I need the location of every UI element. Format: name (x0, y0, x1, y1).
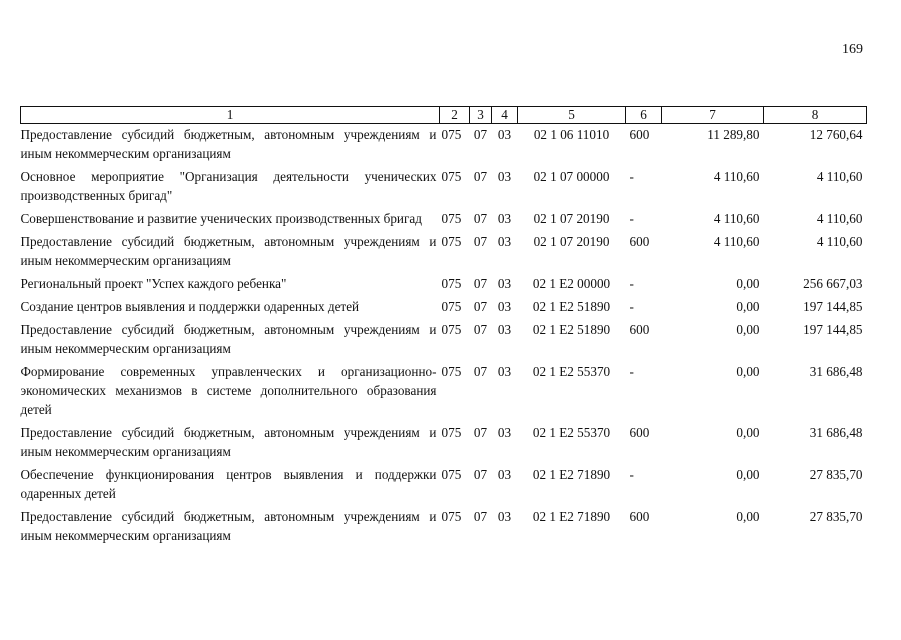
row-name: Предоставление субсидий бюджетным, автономным учреждениям и иным некоммерческим организациям (20, 322, 437, 356)
cell-target-article-code: 02 1 E2 55370 (532, 364, 611, 379)
column-header: 2 (440, 107, 470, 124)
cell-target-article-code: 02 1 E2 00000 (532, 276, 611, 291)
cell-section-code: 07 (473, 467, 488, 482)
column-header: 3 (470, 107, 492, 124)
table-row (21, 273, 867, 296)
cell-expense-type-code: - (629, 299, 634, 314)
cell-target-article-code: 02 1 07 20190 (533, 234, 610, 249)
row-name: Региональный проект "Успех каждого ребенка" (20, 276, 287, 291)
cell-subsection-code: 03 (497, 211, 512, 226)
cell-expense-type-code: - (629, 211, 634, 226)
cell-target-article-code: 02 1 E2 71890 (532, 509, 611, 524)
table-row (21, 319, 867, 361)
row-name: Обеспечение функционирования центров выявления и поддержки одаренных детей (20, 467, 437, 501)
cell-amount-col7: 0,00 (736, 364, 760, 379)
budget-table (20, 106, 867, 548)
cell-section-code: 07 (473, 299, 488, 314)
cell-expense-type-code: - (629, 364, 634, 379)
row-name: Совершенствование и развитие ученических производственных бригад (20, 211, 422, 226)
cell-amount-col7: 0,00 (736, 322, 760, 337)
cell-subsection-code: 03 (497, 234, 512, 249)
cell-amount-col8: 4 110,60 (816, 211, 863, 226)
cell-amount-col8: 12 760,64 (809, 127, 863, 142)
row-name: Предоставление субсидий бюджетным, автономным учреждениям и иным некоммерческим организациям (20, 425, 437, 459)
cell-section-code: 07 (473, 509, 488, 524)
cell-expense-type-code: - (629, 169, 634, 184)
table-row (21, 422, 867, 464)
cell-target-article-code: 02 1 E2 71890 (532, 467, 611, 482)
cell-grbs-code: 075 (441, 322, 462, 337)
cell-subsection-code: 03 (497, 364, 512, 379)
row-name: Предоставление субсидий бюджетным, автономным учреждениям и иным некоммерческим организациям (20, 127, 437, 161)
cell-target-article-code: 02 1 07 00000 (533, 169, 610, 184)
cell-grbs-code: 075 (441, 169, 462, 184)
cell-amount-col7: 4 110,60 (713, 211, 760, 226)
header-row (21, 107, 867, 124)
cell-expense-type-code: 600 (629, 509, 650, 524)
table-row (21, 296, 867, 319)
cell-amount-col8: 4 110,60 (816, 169, 863, 184)
cell-grbs-code: 075 (441, 234, 462, 249)
cell-subsection-code: 03 (497, 467, 512, 482)
table-row (21, 124, 867, 167)
cell-expense-type-code: 600 (629, 322, 650, 337)
cell-section-code: 07 (473, 234, 488, 249)
cell-amount-col8: 197 144,85 (803, 299, 863, 314)
cell-subsection-code: 03 (497, 169, 512, 184)
cell-amount-col7: 0,00 (736, 299, 760, 314)
cell-subsection-code: 03 (497, 299, 512, 314)
cell-expense-type-code: 600 (629, 127, 650, 142)
cell-section-code: 07 (473, 425, 488, 440)
cell-section-code: 07 (473, 276, 488, 291)
cell-grbs-code: 075 (441, 299, 462, 314)
row-name: Основное мероприятие "Организация деятельности ученических производственных бригад" (20, 169, 437, 203)
table-row (21, 166, 867, 208)
cell-section-code: 07 (473, 169, 488, 184)
cell-grbs-code: 075 (441, 127, 462, 142)
column-header: 1 (21, 107, 440, 124)
cell-grbs-code: 075 (441, 467, 462, 482)
cell-grbs-code: 075 (441, 509, 462, 524)
cell-amount-col7: 11 289,80 (707, 127, 760, 142)
table-row (21, 464, 867, 506)
cell-expense-type-code: - (629, 276, 634, 291)
column-header: 4 (492, 107, 518, 124)
cell-grbs-code: 075 (441, 276, 462, 291)
cell-amount-col8: 27 835,70 (809, 467, 863, 482)
column-header: 7 (662, 107, 764, 124)
cell-amount-col8: 256 667,03 (803, 276, 863, 291)
cell-expense-type-code: 600 (629, 425, 650, 440)
cell-amount-col8: 27 835,70 (809, 509, 863, 524)
cell-target-article-code: 02 1 07 20190 (533, 211, 610, 226)
table-row (21, 208, 867, 231)
cell-subsection-code: 03 (497, 322, 512, 337)
cell-target-article-code: 02 1 E2 55370 (532, 425, 611, 440)
row-name: Предоставление субсидий бюджетным, автономным учреждениям и иным некоммерческим организациям (20, 509, 437, 543)
cell-amount-col7: 0,00 (736, 276, 760, 291)
cell-target-article-code: 02 1 E2 51890 (532, 299, 611, 314)
cell-grbs-code: 075 (441, 211, 462, 226)
cell-amount-col7: 0,00 (736, 467, 760, 482)
cell-section-code: 07 (473, 322, 488, 337)
cell-amount-col7: 0,00 (736, 425, 760, 440)
cell-expense-type-code: - (629, 467, 634, 482)
column-header: 8 (764, 107, 867, 124)
column-header: 5 (518, 107, 626, 124)
cell-subsection-code: 03 (497, 425, 512, 440)
cell-section-code: 07 (473, 211, 488, 226)
row-name: Формирование современных управленческих и организационно-экономических механизмов в системе дополнительного образования детей (20, 364, 437, 417)
row-name: Предоставление субсидий бюджетным, автономным учреждениям и иным некоммерческим организациям (20, 234, 437, 268)
cell-subsection-code: 03 (497, 509, 512, 524)
cell-grbs-code: 075 (441, 425, 462, 440)
cell-expense-type-code: 600 (629, 234, 650, 249)
cell-subsection-code: 03 (497, 127, 512, 142)
cell-amount-col8: 197 144,85 (803, 322, 863, 337)
table-row (21, 506, 867, 548)
cell-target-article-code: 02 1 06 11010 (533, 127, 610, 142)
cell-amount-col8: 31 686,48 (809, 364, 863, 379)
cell-grbs-code: 075 (441, 364, 462, 379)
page-number: 169 (842, 42, 863, 57)
cell-amount-col7: 4 110,60 (713, 234, 760, 249)
table-row (21, 361, 867, 422)
cell-section-code: 07 (473, 364, 488, 379)
cell-amount-col7: 4 110,60 (713, 169, 760, 184)
row-name: Создание центров выявления и поддержки одаренных детей (20, 299, 360, 314)
cell-target-article-code: 02 1 E2 51890 (532, 322, 611, 337)
cell-section-code: 07 (473, 127, 488, 142)
cell-amount-col8: 31 686,48 (809, 425, 863, 440)
cell-amount-col7: 0,00 (736, 509, 760, 524)
column-header: 6 (626, 107, 662, 124)
cell-amount-col8: 4 110,60 (816, 234, 863, 249)
table-row (21, 231, 867, 273)
cell-subsection-code: 03 (497, 276, 512, 291)
